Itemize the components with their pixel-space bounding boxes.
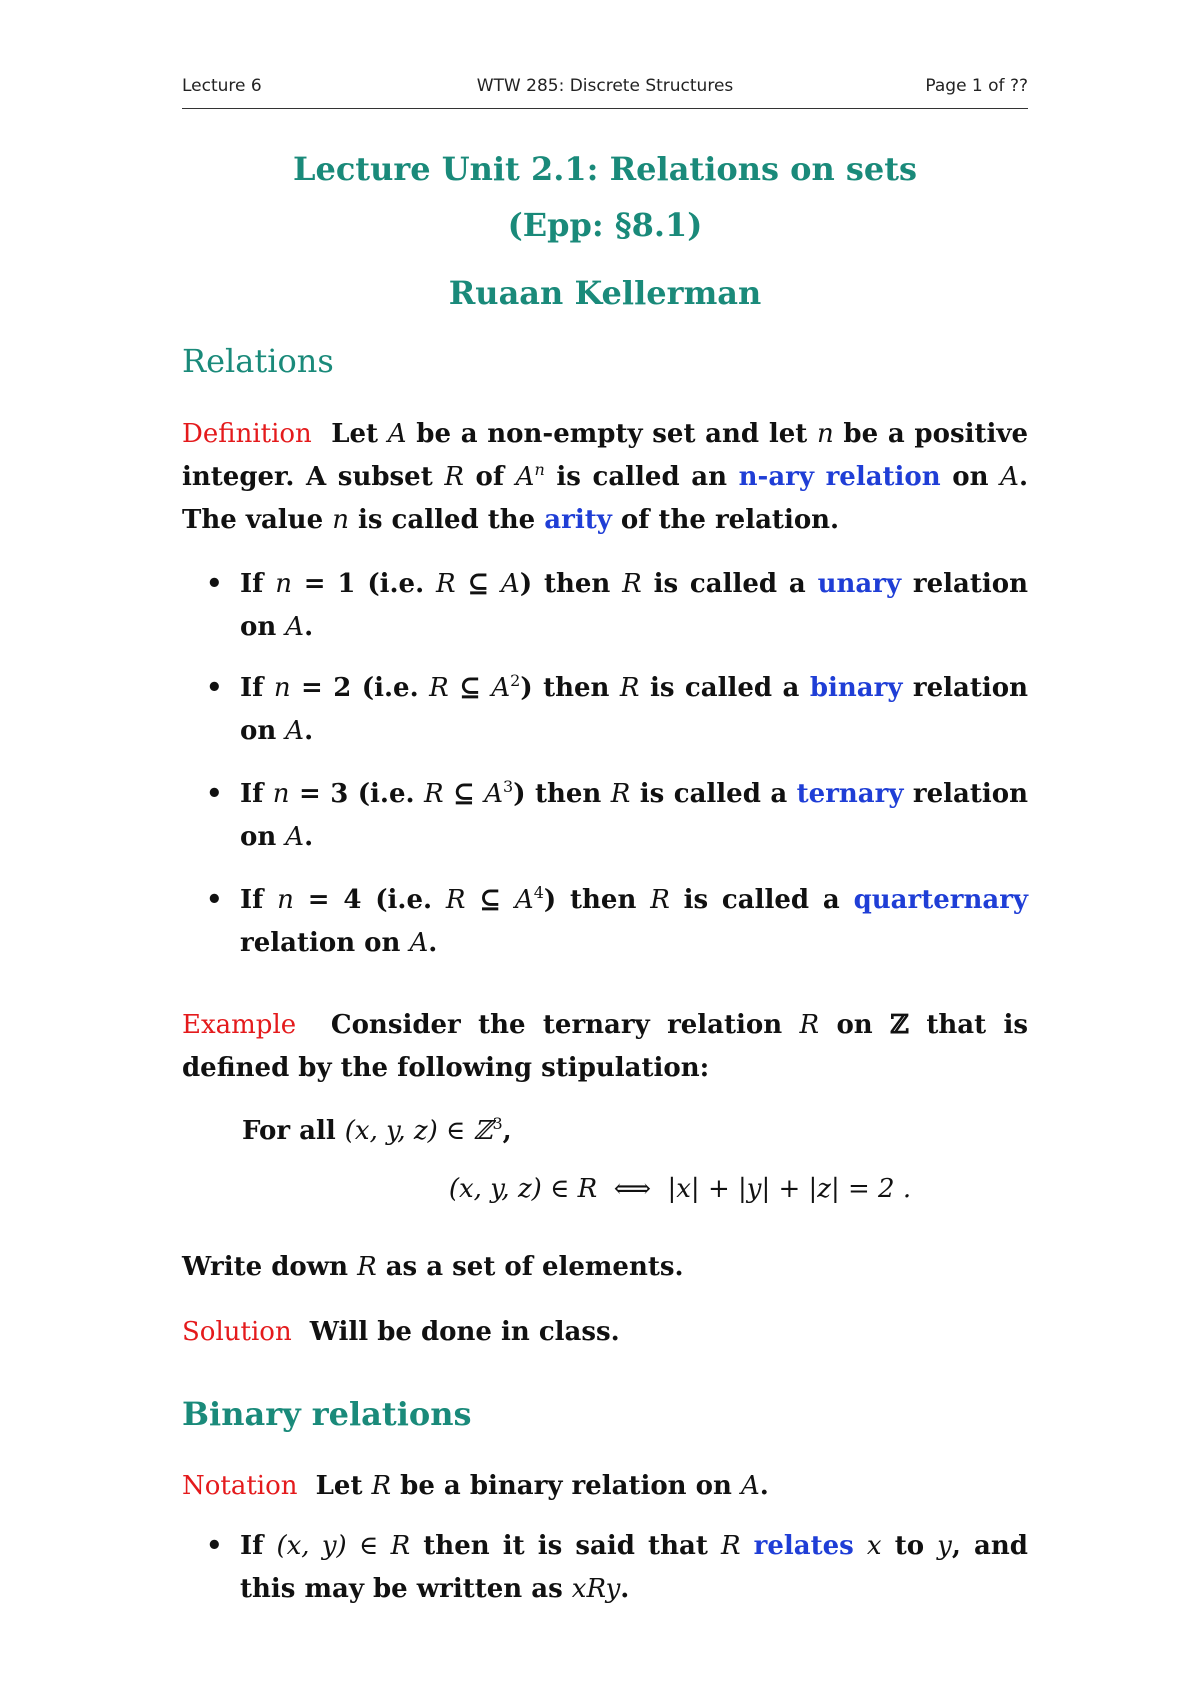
header-rule	[182, 108, 1028, 109]
text: is called a	[639, 673, 810, 703]
var: n	[277, 885, 294, 915]
text: = 1 (i.e.	[291, 569, 436, 599]
var: A	[514, 885, 534, 915]
bullet-icon: •	[206, 673, 223, 703]
var: R	[650, 885, 670, 915]
text: be a binary relation on	[391, 1471, 741, 1501]
text: on ℤ that is defined by the following stipulation:	[182, 1010, 1029, 1083]
var: R	[444, 462, 464, 492]
text	[854, 1531, 867, 1561]
text: If	[240, 673, 274, 703]
var: R	[622, 569, 642, 599]
equation-lhs: (x, y, z) ∈ R	[448, 1174, 598, 1204]
text: = 2 (i.e.	[290, 673, 430, 703]
display-equation	[390, 1174, 970, 1204]
var: A	[285, 822, 305, 852]
var: R	[720, 1531, 741, 1561]
text: is called a	[630, 779, 797, 809]
superscript: n	[534, 460, 545, 479]
text: of the relation.	[611, 505, 840, 535]
example-label: Example	[182, 1010, 297, 1040]
var: n	[816, 419, 834, 449]
var: R	[445, 885, 466, 915]
equation-rhs: |x| + |y| + |z| = 2 .	[667, 1174, 912, 1204]
iff-symbol: ⟺	[613, 1174, 651, 1204]
superscript: 3	[503, 777, 514, 796]
lecture-title: Lecture Unit 2.1: Relations on sets	[292, 150, 918, 188]
text: be a positive integer. A subset	[182, 419, 1028, 492]
text: If	[240, 779, 273, 809]
text: If	[240, 1531, 277, 1561]
text: .	[428, 928, 438, 958]
superscript: 2	[510, 671, 521, 690]
text	[741, 1531, 754, 1561]
var: R	[429, 673, 449, 703]
text: , and this may be written as	[240, 1531, 1028, 1604]
notation-paragraph	[182, 1465, 1028, 1508]
header-lecture: Lecture 6	[182, 76, 262, 96]
text: .	[620, 1574, 630, 1604]
var: A	[285, 612, 305, 642]
text: = 3 (i.e.	[289, 779, 425, 809]
text: ⊆	[455, 569, 502, 599]
var: A	[387, 419, 407, 449]
var: y	[937, 1531, 952, 1561]
text: be a non-empty set and let	[406, 419, 817, 449]
math: (x, y) ∈ R	[276, 1531, 411, 1561]
section-heading-binary-relations: Binary relations	[182, 1395, 472, 1433]
text: .	[304, 822, 314, 852]
definition-paragraph	[182, 413, 1028, 542]
bullet-icon: •	[206, 779, 223, 809]
list-item	[206, 667, 1028, 753]
text: ,	[502, 1116, 512, 1146]
var: A	[501, 569, 520, 599]
header-page-number: Page 1 of ??	[925, 76, 1028, 96]
var: A	[285, 716, 305, 746]
var: xRy	[571, 1574, 621, 1604]
text: ⊆	[443, 779, 485, 809]
var: x	[866, 1531, 882, 1561]
var: n	[275, 569, 292, 599]
text: to	[881, 1531, 938, 1561]
text: Let	[331, 419, 388, 449]
var: n	[272, 779, 290, 809]
text: ) then	[520, 673, 620, 703]
list-item	[206, 879, 1028, 965]
text: ⊆	[448, 673, 492, 703]
term-ternary: ternary	[796, 779, 904, 809]
term-relates: relates	[753, 1531, 854, 1561]
bullet-icon: •	[206, 569, 223, 599]
term-binary: binary	[809, 673, 903, 703]
example-paragraph	[182, 1004, 1028, 1090]
text: .	[304, 612, 314, 642]
solution-label: Solution	[182, 1317, 292, 1347]
var: n	[332, 505, 349, 535]
solution-line	[182, 1311, 1028, 1354]
notation-label: Notation	[182, 1471, 298, 1501]
text: relation on	[240, 673, 1029, 746]
var: R	[610, 779, 631, 809]
text: relation on	[240, 928, 410, 958]
term-unary: unary	[817, 569, 902, 599]
header-course: WTW 285: Discrete Structures	[476, 76, 734, 96]
var: A	[409, 928, 429, 958]
var: A	[491, 673, 511, 703]
section-heading-relations: Relations	[182, 342, 334, 380]
text: Let	[315, 1471, 372, 1501]
var: A	[1000, 462, 1019, 492]
var: R	[799, 1010, 820, 1040]
text: Will be done in class.	[309, 1317, 620, 1347]
text: Write down	[182, 1252, 358, 1282]
forall-line	[242, 1110, 1028, 1153]
text: ) then	[543, 885, 651, 915]
running-header	[182, 76, 1028, 104]
var: R	[424, 779, 444, 809]
text: relation on	[240, 569, 1028, 642]
var: R	[371, 1471, 392, 1501]
text: ) then	[513, 779, 611, 809]
text: then it is said that	[410, 1531, 721, 1561]
var: A	[740, 1471, 760, 1501]
text: .	[759, 1471, 769, 1501]
text: ⊆	[465, 885, 515, 915]
text: on	[940, 462, 1001, 492]
superscript: 4	[533, 883, 544, 902]
var: A	[515, 462, 535, 492]
text: relation on	[240, 779, 1028, 852]
term-quarternary: quarternary	[853, 885, 1029, 915]
var: A	[484, 779, 504, 809]
list-item	[206, 1525, 1028, 1611]
var: R	[357, 1252, 377, 1282]
text: If	[240, 569, 276, 599]
text: ) then	[519, 569, 623, 599]
text: is called the	[348, 505, 545, 535]
math: (x, y, z) ∈ ℤ	[344, 1116, 493, 1146]
text: = 4 (i.e.	[293, 885, 446, 915]
term-arity: arity	[544, 505, 612, 535]
superscript: 3	[492, 1114, 503, 1133]
var: R	[619, 673, 640, 703]
text: For all	[242, 1116, 345, 1146]
text: is called a	[641, 569, 818, 599]
var: R	[435, 569, 456, 599]
text: of	[463, 462, 516, 492]
definition-label: Definition	[182, 419, 312, 449]
writedown-line	[182, 1246, 1028, 1289]
bullet-icon: •	[206, 1531, 223, 1561]
text: . The value	[182, 462, 1028, 535]
lecture-reference: (Epp: §8.1)	[507, 206, 703, 244]
text: as a set of elements.	[376, 1252, 684, 1282]
author-name: Ruaan Kellerman	[448, 274, 762, 312]
text: is called a	[669, 885, 854, 915]
term-n-ary-relation: n-ary relation	[738, 462, 941, 492]
list-item	[206, 563, 1028, 649]
text: Consider the ternary relation	[330, 1010, 800, 1040]
var: n	[273, 673, 291, 703]
text: If	[240, 885, 278, 915]
bullet-icon: •	[206, 885, 223, 915]
list-item	[206, 773, 1028, 859]
text: .	[304, 716, 314, 746]
text: is called an	[544, 462, 739, 492]
